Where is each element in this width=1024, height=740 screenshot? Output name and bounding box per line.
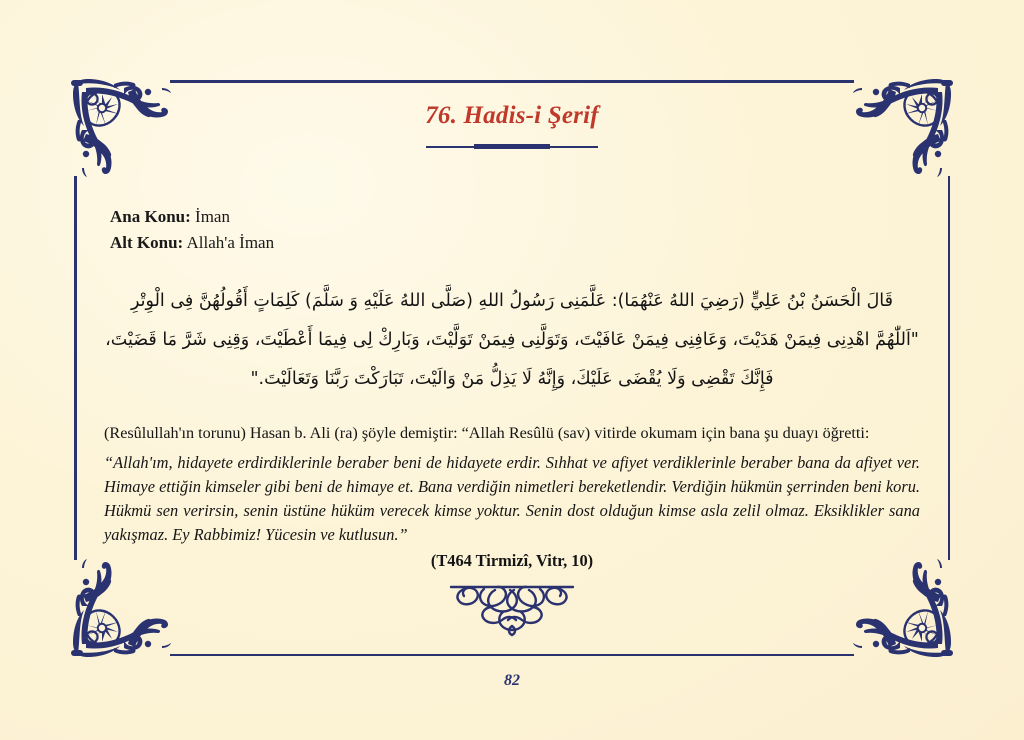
topic-block — [110, 204, 920, 256]
frame-border-left — [74, 176, 77, 560]
frame-border-right — [948, 176, 951, 560]
main-topic-row — [110, 204, 920, 230]
main-topic-label: Ana Konu: — [110, 207, 191, 226]
frame-border-top — [170, 80, 854, 83]
translation-intro: (Resûlullah'ın torunu) Hasan b. Ali (ra) şöyle demiştir: “Allah Resûlü (sav) vitirde okumam için bana şu duayı öğretti: — [104, 423, 870, 442]
page-title: 76. Hadis-i Şerif — [425, 102, 599, 129]
arabic-line-2: "اَللّٰهُمَّ اهْدِنِى فِيمَنْ هَدَيْتَ، وَعَافِنِى فِيمَنْ عَافَيْتَ، وَتَوَلَّنِى فِيمَنْ تَوَلَّيْتَ، وَبَارِكْ لِى فِيمَا أَعْطَيْتَ، وَقِنِى شَرَّ مَا قَضَيْتَ، — [105, 330, 919, 351]
sub-topic-label: Alt Konu: — [110, 232, 184, 252]
sub-topic-row — [110, 230, 920, 256]
title-divider-thick — [474, 144, 550, 149]
page-content — [104, 86, 920, 637]
frame-border-bottom — [170, 654, 854, 657]
knot-ornament — [447, 581, 577, 637]
title-divider — [426, 143, 598, 150]
sub-topic-value: Allah'a İman — [186, 232, 275, 252]
main-topic-value: İman — [195, 207, 230, 226]
page-number: 82 — [504, 672, 520, 689]
hadith-arabic-text — [104, 282, 920, 400]
hadith-source-citation: (T464 Tirmizî, Vitr, 10) — [430, 550, 594, 570]
arabic-line-3: فَإِنَّكَ تَقْضِى وَلَا يُقْضَى عَلَيْكَ، وَإِنَّهُ لَا يَذِلُّ مَنْ وَالَيْتَ، تَبَارَكْتَ رَبَّنَا وَتَعَالَيْتَ." — [250, 369, 774, 390]
arabic-line-1: قَالَ الْحَسَنُ بْنُ عَلِيٍّ (رَضِيَ اللهُ عَنْهُمَا): عَلَّمَنِى رَسُولُ اللهِ (صَلَّى اللهُ عَلَيْهِ وَ سَلَّمَ) كَلِمَاتٍ أَقُولُهُنَّ فِى الْوِتْرِ — [131, 290, 893, 311]
dua-translation: “Allah'ım, hidayete erdirdiklerinle beraber beni de hidayete erdir. Sıhhat ve afiyet verdiklerinle beraber bana da afiyet ver. Himaye ettiğin kimseler gibi beni de himaye et. Bana verdiğin nimetleri bereketlendir. Verdiğin hükmün şerrinden beni koru. Hükmü sen verirsin, senin üstüne hüküm verecek kimse yoktur. Senin dost olduğun kimse asla zelil olmaz. Eksiklikler sana yakışmaz. Ey Rabbimiz! Yücesin ve kutlusun.” — [104, 452, 920, 544]
